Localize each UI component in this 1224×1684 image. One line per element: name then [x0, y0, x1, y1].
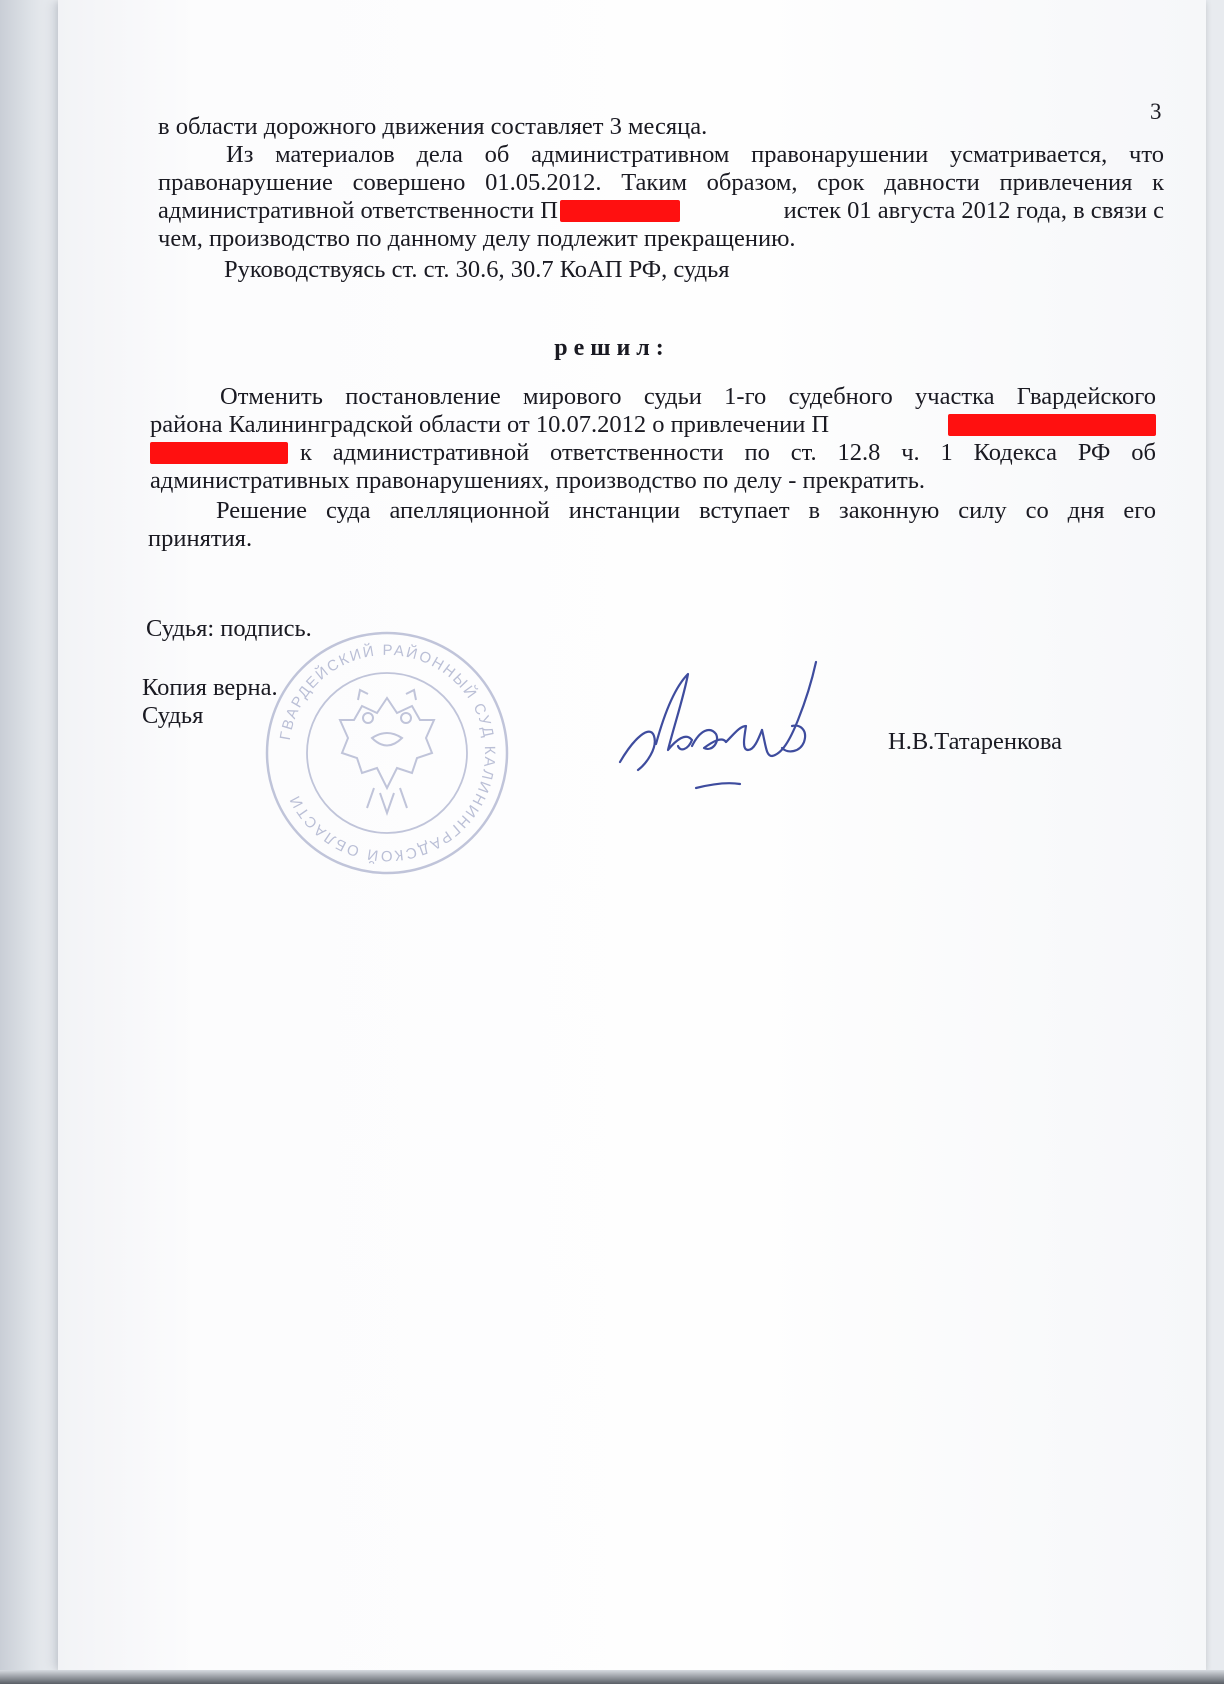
paragraph-line: Руководствуясь ст. ст. 30.6, 30.7 КоАП РФ, судья — [224, 256, 730, 283]
page-number: 3 — [1150, 99, 1162, 124]
paragraph-line: административных правонарушениях, производство по делу - прекратить. — [150, 467, 925, 494]
paragraph-line-redacted — [150, 411, 1156, 439]
line-text: административной ответственности П — [158, 197, 558, 224]
eagle-emblem-icon — [340, 690, 434, 813]
redaction-bar — [560, 200, 680, 222]
redaction-bar — [150, 442, 288, 464]
line-text: истек 01 августа 2012 года, в связи с — [783, 197, 1164, 224]
paragraph-line: Отменить постановление мирового судьи 1-го судебного участка Гвардейского — [220, 383, 1156, 410]
paragraph-continuation: в области дорожного движения составляет 3 месяца. — [158, 113, 708, 140]
court-seal-stamp — [262, 628, 512, 878]
judge-name: Н.В.Татаренкова — [888, 728, 1063, 755]
seal-ring-text: ГВАРДЕЙСКИЙ РАЙОННЫЙ СУД КАЛИНИНГРАДСКОЙ ОБЛАСТИ — [276, 641, 499, 865]
redaction-bar — [948, 414, 1156, 436]
paragraph-line: чем, производство по данному делу подлежит прекращению. — [158, 225, 796, 252]
paragraph-line: Решение суда апелляционной инстанции вступает в законную силу со дня его — [216, 497, 1156, 524]
judge-signed-line: Судья: подпись. — [146, 615, 312, 642]
line-text: к административной ответственности по ст. 12.8 ч. 1 Кодекса РФ об — [300, 439, 1156, 466]
paragraph-line: правонарушение совершено 01.05.2012. Таким образом, срок давности привлечения к — [158, 169, 1164, 196]
line-text: района Калининградской области от 10.07.2012 о привлечении П — [150, 411, 830, 438]
copy-true-line: Копия верна. — [142, 674, 278, 701]
paragraph-line-redacted — [150, 439, 1156, 467]
judge-title: Судья — [142, 702, 204, 729]
paragraph-line: принятия. — [148, 525, 253, 552]
judge-signature — [616, 660, 836, 800]
decision-heading: решил: — [554, 335, 670, 361]
paragraph-line: Из материалов дела об административном правонарушении усматривается, что — [226, 141, 1164, 168]
paragraph-line-redacted — [158, 197, 1164, 225]
scan-left-edge — [0, 0, 58, 1684]
line-start-group — [158, 197, 680, 225]
scan-bottom-edge — [0, 1670, 1224, 1684]
